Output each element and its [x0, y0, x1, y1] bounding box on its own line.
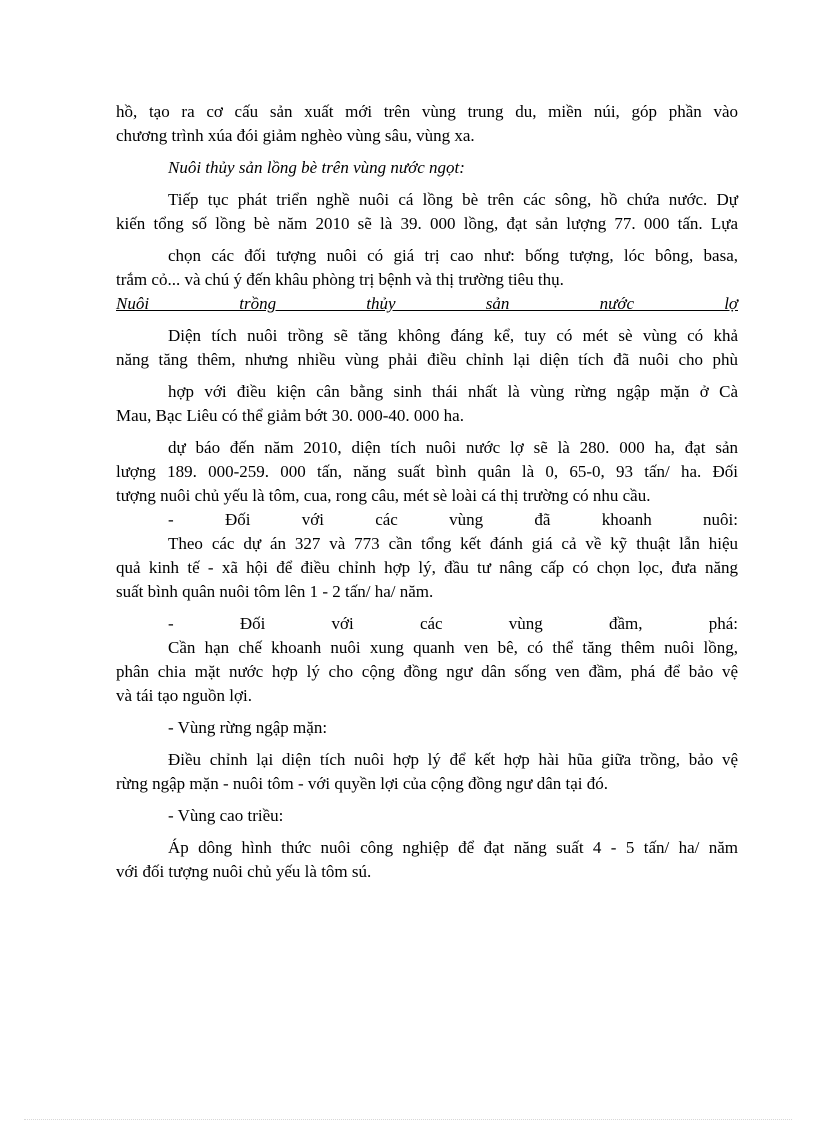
body-text-line: Tiếp tục phát triển nghề nuôi cá lồng bè trên các sông, hồ chứa nước. Dự — [168, 190, 738, 209]
body-text-line: Điều chỉnh lại diện tích nuôi hợp lý để kết hợp hài hũa giữa trồng, bảo vệ — [168, 750, 738, 769]
body-text-line: Cần hạn chế khoanh nuôi xung quanh ven bê, có thể tăng thêm nuôi lồng, — [168, 638, 738, 657]
body-text-line: với đối tượng nuôi chủ yếu là tôm sú. — [116, 862, 372, 881]
body-text-line: hồ, tạo ra cơ cấu sản xuất mới trên vùng trung du, miền núi, góp phần vào — [116, 102, 738, 121]
body-text-line: hợp với điều kiện cân bằng sinh thái nhất là vùng rừng ngập mặn ở Cà — [168, 382, 738, 401]
body-text-line: Theo các dự án 327 và 773 cần tổng kết đánh giá cả về kỹ thuật lẫn hiệu — [168, 534, 738, 553]
subheading-mangrove: - Vùng rừng ngập mặn: — [168, 718, 328, 737]
body-text-line: trắm cỏ... và chú ý đến khâu phòng trị bệnh và thị trường tiêu thụ. — [116, 270, 564, 289]
page-bottom-divider — [24, 1119, 792, 1120]
subheading-lagoon-areas: - Đối với các vùng đầm, phá: — [168, 614, 738, 633]
section-heading-brackish: Nuôi trồng thủy sản nước lợ — [116, 294, 738, 313]
body-text-line: tượng nuôi chủ yếu là tôm, cua, rong câu, mét sè loài cá thị trường có nhu cầu. — [116, 486, 651, 505]
body-text-line: Diện tích nuôi trồng sẽ tăng không đáng kể, tuy có mét sè vùng có khả — [168, 326, 738, 345]
body-text-line: quả kinh tế - xã hội để điều chỉnh hợp lý, đầu tư nâng cấp có chọn lọc, đưa năng — [116, 558, 738, 577]
section-heading-freshwater-cage: Nuôi thủy sản lồng bè trên vùng nước ngọt: — [168, 158, 465, 177]
body-text-line: chọn các đối tượng nuôi có giá trị cao như: bống tượng, lóc bông, basa, — [168, 246, 738, 265]
body-text-line: năng tăng thêm, nhưng nhiều vùng phải điều chỉnh lại diện tích đã nuôi cho phù — [116, 350, 738, 369]
subheading-enclosed-areas: - Đối với các vùng đã khoanh nuôi: — [168, 510, 738, 529]
document-page — [116, 100, 738, 884]
body-text-line: lượng 189. 000-259. 000 tấn, năng suất bình quân là 0, 65-0, 93 tấn/ ha. Đối — [116, 462, 738, 481]
body-text-line: kiến tổng số lồng bè năm 2010 sẽ là 39. 000 lồng, đạt sản lượng 77. 000 tấn. Lựa — [116, 214, 738, 233]
body-text-line: và tái tạo nguồn lợi. — [116, 686, 252, 705]
body-text-line: Mau, Bạc Liêu có thể giảm bớt 30. 000-40. 000 ha. — [116, 406, 464, 425]
body-text-line: dự báo đến năm 2010, diện tích nuôi nước lợ sẽ là 280. 000 ha, đạt sản — [168, 438, 738, 457]
subheading-high-tide: - Vùng cao triều: — [168, 806, 284, 825]
body-text-line: suất bình quân nuôi tôm lên 1 - 2 tấn/ ha/ năm. — [116, 582, 434, 601]
body-text-line: chương trình xúa đói giảm nghèo vùng sâu, vùng xa. — [116, 126, 475, 145]
body-text-line: phân chia mặt nước hợp lý cho cộng đồng ngư dân sống ven đầm, phá để bảo vệ — [116, 662, 738, 681]
body-text-line: rừng ngập mặn - nuôi tôm - với quyền lợi của cộng đồng ngư dân tại đó. — [116, 774, 609, 793]
body-text-line: Áp dông hình thức nuôi công nghiệp để đạt năng suất 4 - 5 tấn/ ha/ năm — [168, 838, 738, 857]
